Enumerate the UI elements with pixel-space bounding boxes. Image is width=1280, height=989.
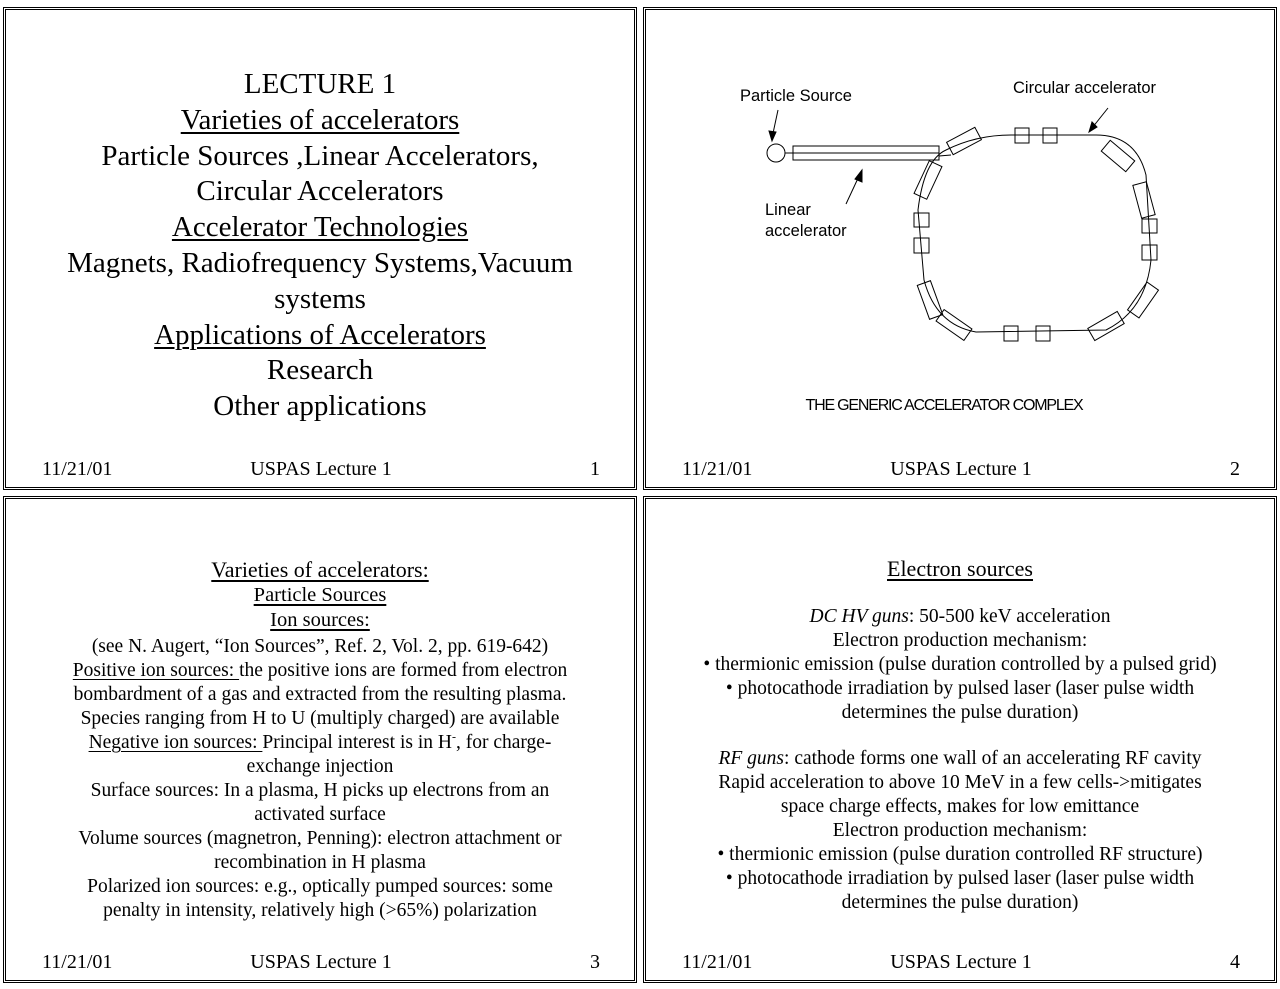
text-line: Volume sources (magnetron, Penning): electron attachment or bbox=[78, 828, 562, 849]
text-line: Polarized ion sources: e.g., optically pumped sources: some bbox=[87, 876, 553, 897]
particle-source-icon bbox=[767, 144, 785, 162]
diagram-caption bbox=[646, 397, 1274, 415]
text-line: : cathode forms one wall of an accelerating RF cavity bbox=[784, 748, 1202, 769]
slide-2 bbox=[643, 7, 1277, 490]
text-line: Circular Accelerators bbox=[196, 175, 444, 208]
dc-hv-guns-label: DC HV guns bbox=[809, 606, 909, 627]
slide-footer bbox=[682, 951, 1240, 977]
text-line: Principal interest is in H bbox=[262, 732, 452, 753]
ring-beam-path bbox=[918, 135, 1151, 332]
footer-course: USPAS Lecture 1 bbox=[890, 951, 1032, 973]
text-line: space charge effects, makes for low emittance bbox=[780, 796, 1140, 817]
footer-date: 11/21/01 bbox=[42, 951, 113, 973]
text-line: bombardment of a gas and extracted from the resulting plasma. bbox=[73, 684, 567, 705]
text-line: recombination in H plasma bbox=[214, 852, 426, 873]
slide-4-header bbox=[646, 556, 1274, 582]
text-line: exchange injection bbox=[246, 756, 394, 777]
caption-text: THE GENERIC ACCELERATOR COMPLEX bbox=[805, 397, 1083, 414]
accelerator-complex-diagram bbox=[646, 10, 1274, 410]
text-line: , for charge- bbox=[455, 732, 552, 753]
slide-4-rf-section bbox=[646, 747, 1274, 915]
footer-date: 11/21/01 bbox=[42, 458, 113, 480]
superscript: - bbox=[451, 729, 456, 744]
negative-ion-label: Negative ion sources: bbox=[88, 732, 263, 753]
heading-varieties: Varieties of accelerators bbox=[180, 103, 460, 136]
slide-3-subheaders bbox=[6, 583, 634, 633]
lecture-title: LECTURE 1 bbox=[243, 68, 397, 100]
slide-3-header bbox=[6, 557, 634, 583]
text-line: activated surface bbox=[254, 804, 386, 825]
footer-date: 11/21/01 bbox=[682, 951, 753, 973]
text-line: Rapid acceleration to above 10 MeV in a few cells->mitigates bbox=[718, 772, 1202, 793]
slide-1 bbox=[3, 7, 637, 490]
text-line: the positive ions are formed from electron bbox=[239, 660, 568, 681]
page-number: 3 bbox=[590, 951, 600, 973]
text-line: Research bbox=[266, 354, 374, 387]
text-line: Particle Sources ,Linear Accelerators, bbox=[101, 139, 539, 172]
text-line: (see N. Augert, “Ion Sources”, Ref. 2, Vol. 2, pp. 619-642) bbox=[91, 636, 549, 657]
text-line: systems bbox=[274, 282, 366, 315]
text-line: Magnets, Radiofrequency Systems,Vacuum bbox=[67, 246, 573, 279]
bullet-item: • photocathode irradiation by pulsed laser (laser pulse width bbox=[725, 868, 1195, 889]
label-particle-source: Particle Source bbox=[740, 87, 852, 105]
slide-1-body bbox=[6, 67, 634, 425]
page-number: 1 bbox=[590, 458, 600, 480]
slide-footer bbox=[682, 458, 1240, 484]
slide-footer bbox=[42, 458, 600, 484]
heading-electron-sources: Electron sources bbox=[887, 556, 1033, 581]
text-line: Electron production mechanism: bbox=[832, 820, 1088, 841]
bullet-item: • photocathode irradiation by pulsed laser (laser pulse width bbox=[725, 678, 1195, 699]
text-line: Surface sources: In a plasma, H picks up electrons from an bbox=[90, 780, 550, 801]
heading-varieties: Varieties of accelerators: bbox=[211, 557, 429, 582]
text-line: Other applications bbox=[213, 390, 427, 423]
text-line: : 50-500 keV acceleration bbox=[908, 606, 1111, 627]
subheading-ion-sources: Ion sources: bbox=[270, 609, 370, 631]
label-circular-accelerator: Circular accelerator bbox=[1013, 79, 1157, 97]
page-number: 2 bbox=[1230, 458, 1240, 480]
page-number: 4 bbox=[1230, 951, 1240, 973]
slide-3 bbox=[3, 496, 637, 983]
footer-course: USPAS Lecture 1 bbox=[250, 458, 392, 480]
footer-course: USPAS Lecture 1 bbox=[890, 458, 1032, 480]
slide-3-body bbox=[6, 635, 634, 923]
heading-technologies: Accelerator Technologies bbox=[171, 211, 469, 244]
slide-footer bbox=[42, 951, 600, 977]
positive-ion-label: Positive ion sources: bbox=[72, 660, 240, 681]
footer-date: 11/21/01 bbox=[682, 458, 753, 480]
label-linear: Linear bbox=[765, 201, 811, 219]
bullet-item: • thermionic emission (pulse duration controlled by a pulsed grid) bbox=[703, 654, 1217, 675]
text-line: penalty in intensity, relatively high (>65%) polarization bbox=[103, 900, 537, 921]
subheading-particle-sources: Particle Sources bbox=[253, 584, 387, 606]
bullet-item: • thermionic emission (pulse duration controlled RF structure) bbox=[717, 844, 1203, 865]
heading-applications: Applications of Accelerators bbox=[154, 318, 486, 351]
label-accelerator: accelerator bbox=[765, 222, 847, 240]
footer-course: USPAS Lecture 1 bbox=[250, 951, 392, 973]
text-line: Species ranging from H to U (multiply charged) are available bbox=[80, 708, 560, 729]
text-line: determines the pulse duration) bbox=[841, 892, 1079, 913]
rf-guns-label: RF guns bbox=[718, 748, 785, 769]
text-line: Electron production mechanism: bbox=[832, 630, 1088, 651]
text-line: determines the pulse duration) bbox=[841, 702, 1079, 723]
slide-4 bbox=[643, 496, 1277, 983]
slide-4-dc-section bbox=[646, 605, 1274, 725]
